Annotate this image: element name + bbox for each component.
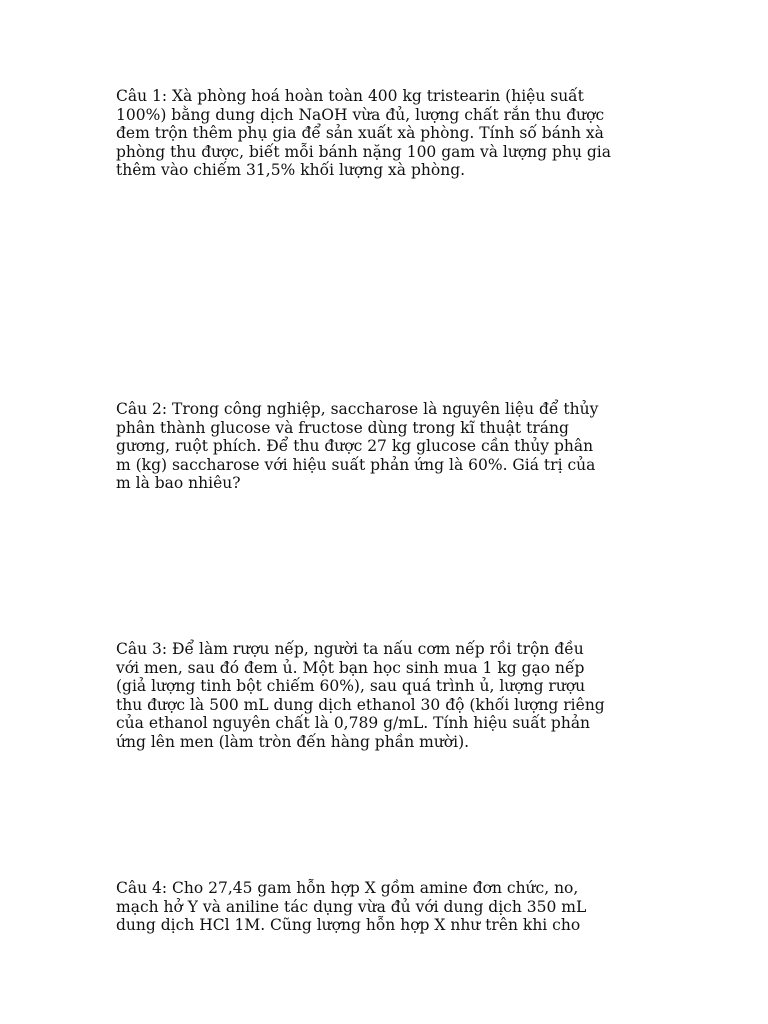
question-line: (giả lượng tinh bột chiếm 60%), sau quá trình ủ, lượng rượu [116, 677, 586, 696]
question-line: mạch hở Y và aniline tác dụng vừa đủ với dung dịch 350 mL [116, 897, 587, 916]
question-line: Câu 2: Trong công nghiệp, saccharose là nguyên liệu để thủy [116, 400, 599, 418]
question-1 [116, 87, 661, 180]
question-3 [116, 640, 661, 752]
question-line: 100%) bằng dung dịch NaOH vừa đủ, lượng chất rắn thu được [116, 105, 605, 124]
question-line: phân thành glucose và fructose dùng trong kĩ thuật tráng [116, 418, 569, 437]
question-line: m là bao nhiêu? [116, 474, 241, 493]
question-line: phòng thu được, biết mỗi bánh nặng 100 gam và lượng phụ gia [116, 142, 611, 161]
question-line: Câu 3: Để làm rượu nếp, người ta nấu cơm nếp rồi trộn đều [116, 640, 584, 658]
question-line: m (kg) saccharose với hiệu suất phản ứng là 60%. Giá trị của [116, 455, 596, 474]
question-line: của ethanol nguyên chất là 0,789 g/mL. Tính hiệu suất phản [116, 714, 591, 733]
question-line: đem trộn thêm phụ gia để sản xuất xà phòng. Tính số bánh xà [116, 124, 604, 143]
question-line: thêm vào chiếm 31,5% khối lượng xà phòng. [116, 161, 466, 180]
question-line: Câu 4: Cho 27,45 gam hỗn hợp X gồm amine đơn chức, no, [116, 879, 579, 897]
question-line: Câu 1: Xà phòng hoá hoàn toàn 400 kg tristearin (hiệu suất [116, 87, 584, 105]
question-line: gương, ruột phích. Để thu được 27 kg glucose cần thủy phân [116, 437, 594, 456]
question-line: với men, sau đó đem ủ. Một bạn học sinh mua 1 kg gạo nếp [116, 658, 585, 677]
question-line: ứng lên men (làm tròn đến hàng phần mười). [116, 732, 470, 751]
question-line: dung dịch HCl 1M. Cũng lượng hỗn hợp X như trên khi cho [116, 916, 581, 935]
question-4 [116, 879, 661, 935]
question-line: thu được là 500 mL dung dịch ethanol 30 độ (khối lượng riêng [116, 695, 605, 714]
question-2 [116, 400, 661, 493]
